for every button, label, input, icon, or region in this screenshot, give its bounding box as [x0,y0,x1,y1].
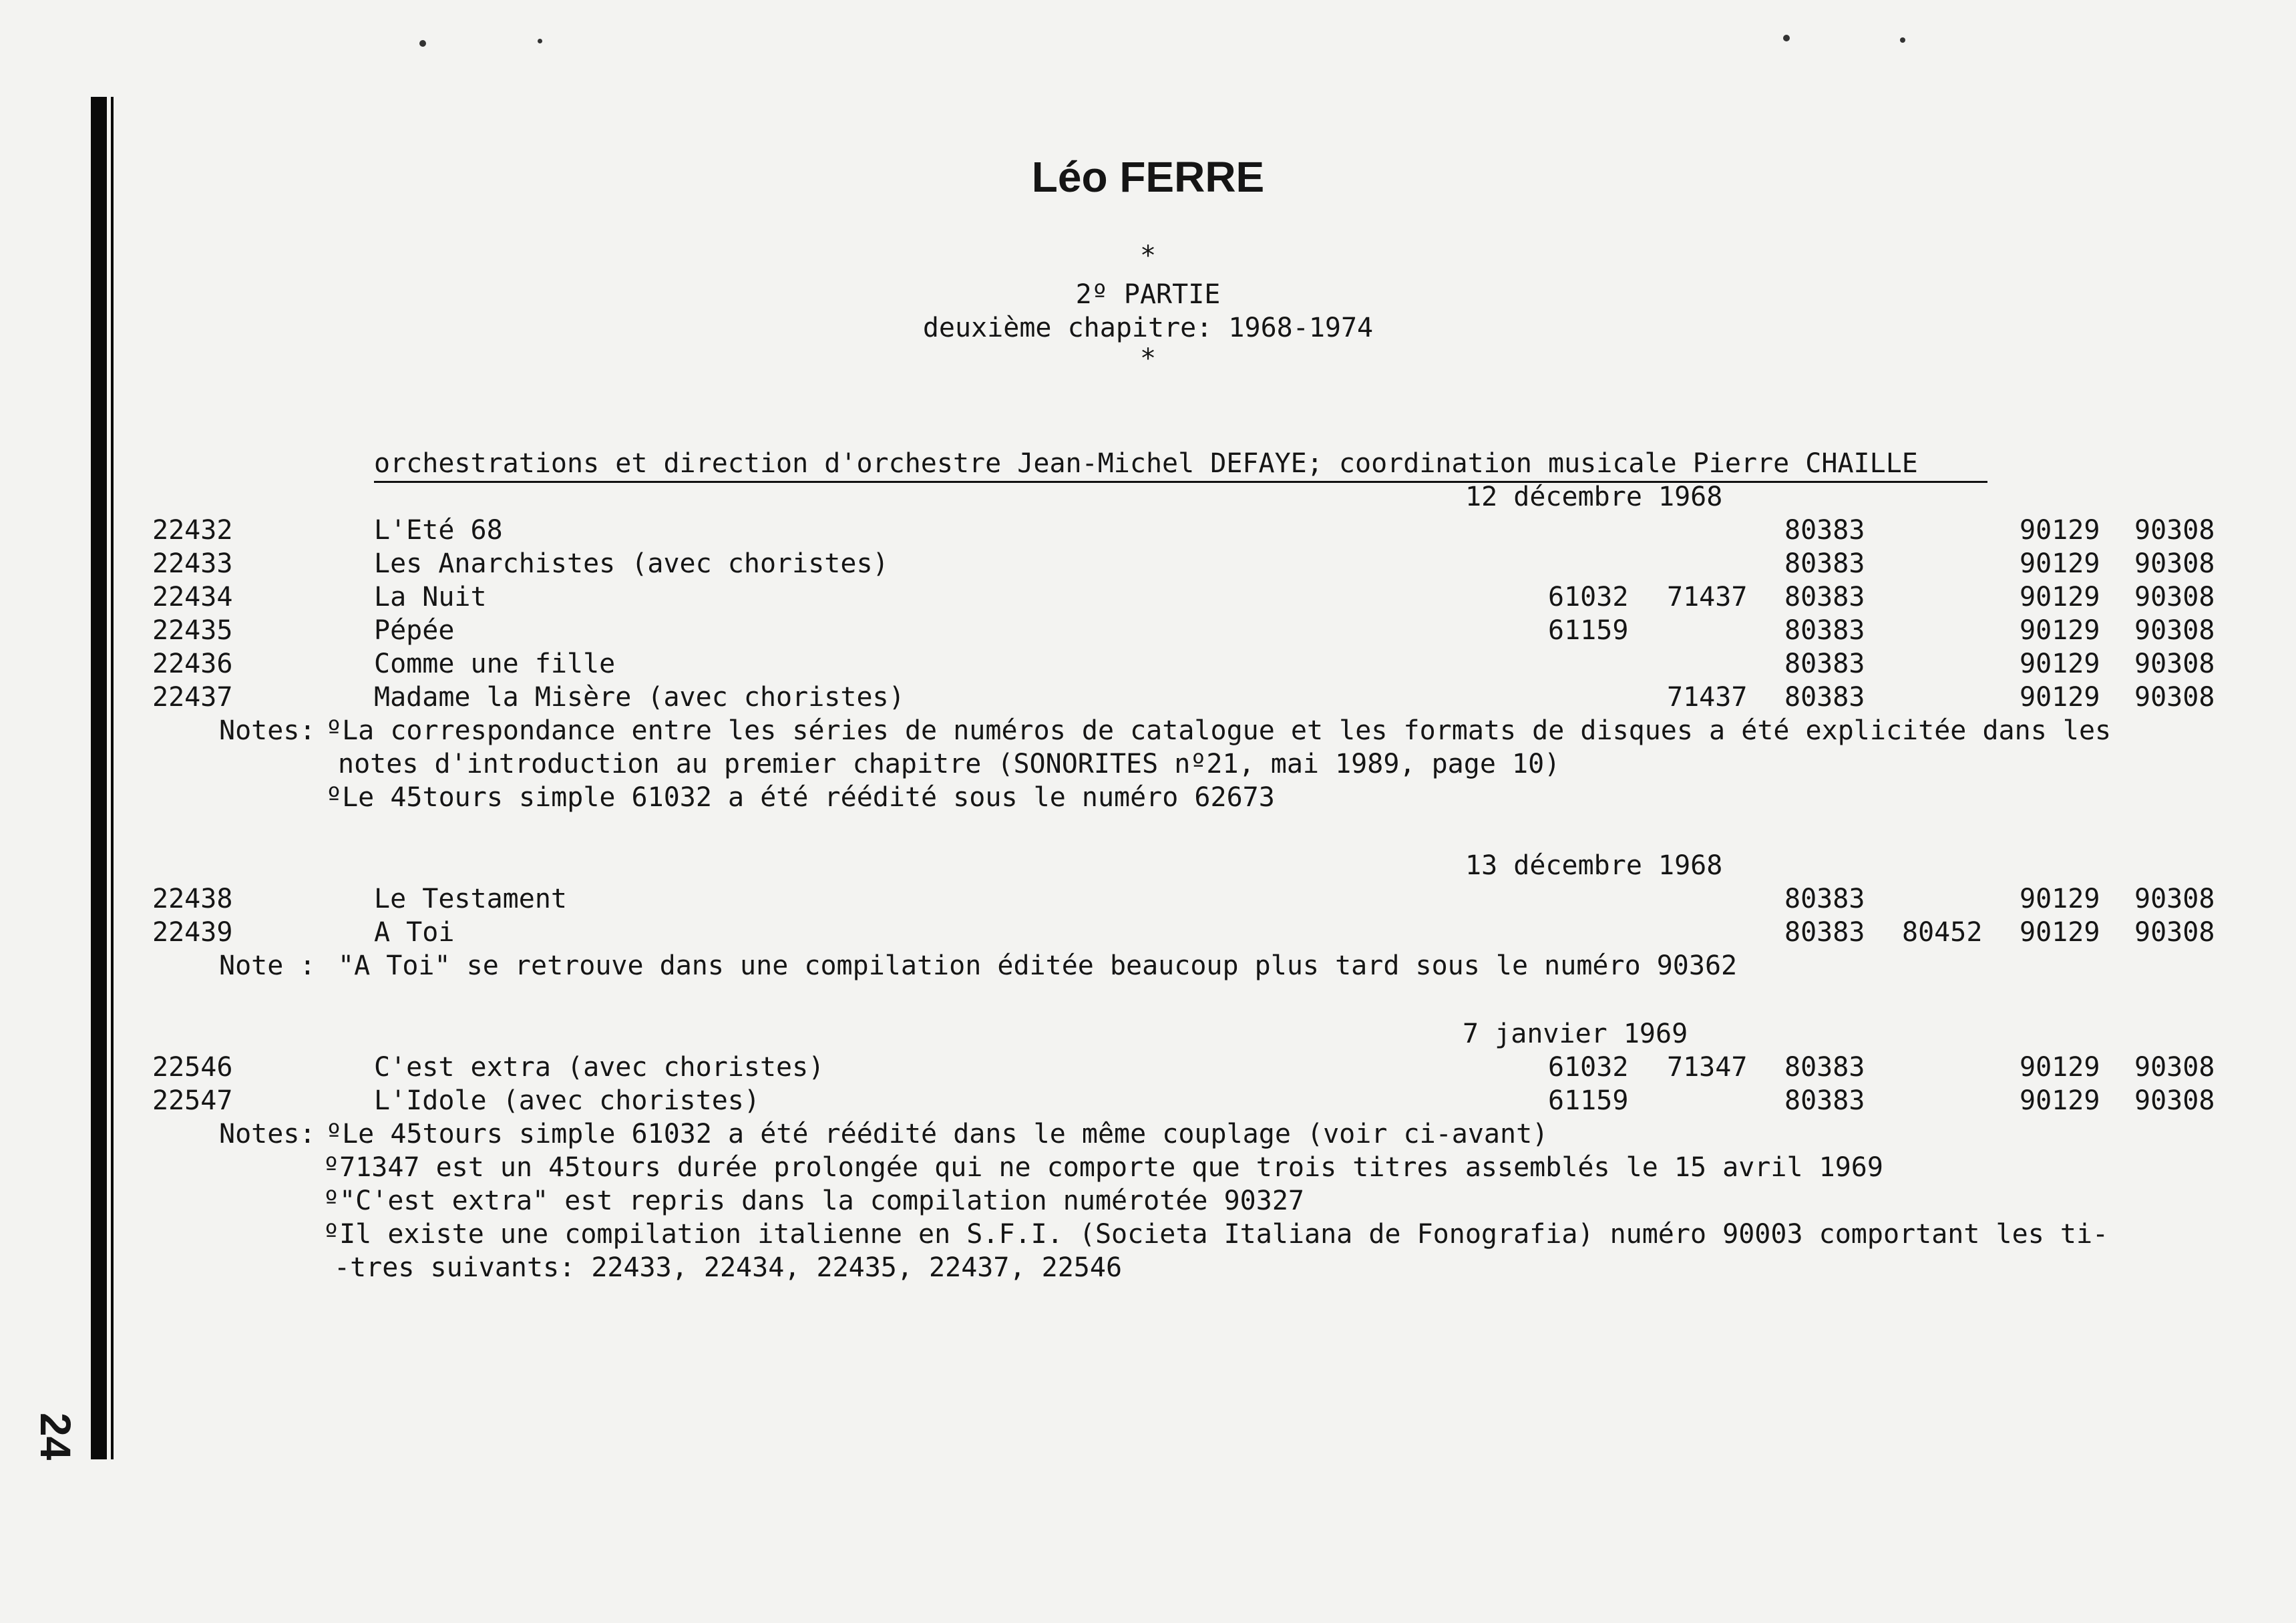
catalog-number: 61032 [1548,582,1629,612]
page-number: 24 [31,1413,79,1461]
speck-mark [1783,35,1790,41]
note-text: ºLa correspondance entre les séries de numéros de catalogue et les formats de disques a été explicitée dans les [326,715,2112,746]
catalog-number: 71347 [1667,1052,1748,1083]
orchestration-header: orchestrations et direction d'orchestre Jean-Michel DEFAYE; coordination musicale Pierre CHAILLE [374,446,1987,483]
catalog-number: 90129 [2020,1052,2100,1083]
note-text: ºLe 45tours simple 61032 a été réédité dans le même couplage (voir ci-avant) [326,1119,1549,1149]
notes-label: Notes: [219,1119,316,1149]
catalog-number: 90308 [2134,649,2215,679]
catalog-number: 90129 [2020,917,2100,948]
star-separator: * [1139,343,1157,374]
matrix-number: 22438 [152,884,233,914]
track-title: A Toi [374,917,455,948]
catalog-number: 80383 [1784,682,1865,713]
session-date: 7 janvier 1969 [1463,1019,1688,1049]
note-text: ºLe 45tours simple 61032 a été réédité sous le numéro 62673 [326,782,1275,813]
catalog-number: 80383 [1784,515,1865,546]
catalog-number: 90129 [2020,615,2100,646]
note-text: ºIl existe une compilation italienne en S.F.I. (Societa Italiana de Fonografia) numéro 90003 comportant les ti- [323,1219,2109,1250]
speck-mark [419,40,426,47]
catalog-number: 61159 [1548,1085,1629,1116]
track-title: Pépée [374,615,455,646]
track-title: L'Idole (avec choristes) [374,1085,760,1116]
catalog-number: 90129 [2020,649,2100,679]
star-separator: * [1139,240,1157,271]
matrix-number: 22437 [152,682,233,713]
catalog-number: 90308 [2134,582,2215,612]
catalog-number: 90308 [2134,548,2215,579]
catalog-number: 90129 [2020,582,2100,612]
session-date: 12 décembre 1968 [1465,482,1723,512]
session-date: 13 décembre 1968 [1465,850,1723,881]
catalog-number: 80383 [1784,917,1865,948]
note-text: notes d'introduction au premier chapitre (SONORITES nº21, mai 1989, page 10) [338,749,1561,779]
catalog-number: 90308 [2134,884,2215,914]
note-text: º71347 est un 45tours durée prolongée qui ne comporte que trois titres assemblés le 15 avril 1969 [323,1152,1883,1183]
catalog-number: 80383 [1784,1052,1865,1083]
track-title: L'Eté 68 [374,515,503,546]
catalog-number: 90308 [2134,1052,2215,1083]
track-title: Les Anarchistes (avec choristes) [374,548,889,579]
part-heading: 2º PARTIE [1075,279,1221,310]
catalog-number: 90129 [2020,884,2100,914]
catalog-number: 90308 [2134,682,2215,713]
matrix-number: 22439 [152,917,233,948]
catalog-number: 80383 [1784,548,1865,579]
catalog-number: 80383 [1784,582,1865,612]
catalog-number: 90308 [2134,515,2215,546]
speck-mark [1900,37,1905,43]
catalog-number: 80383 [1784,884,1865,914]
chapter-heading: deuxième chapitre: 1968-1974 [922,313,1374,343]
note-text: "A Toi" se retrouve dans une compilation éditée beaucoup plus tard sous le numéro 90362 [338,950,1738,981]
track-title: Madame la Misère (avec choristes) [374,682,905,713]
matrix-number: 22546 [152,1052,233,1083]
catalog-number: 61159 [1548,615,1629,646]
catalog-number: 90308 [2134,615,2215,646]
track-title: La Nuit [374,582,487,612]
track-title: Le Testament [374,884,567,914]
notes-label: Note : [219,950,316,981]
catalog-number: 90129 [2020,515,2100,546]
catalog-number: 80383 [1784,649,1865,679]
matrix-number: 22433 [152,548,233,579]
note-text: º"C'est extra" est repris dans la compilation numérotée 90327 [323,1186,1305,1216]
catalog-number: 80383 [1784,1085,1865,1116]
matrix-number: 22435 [152,615,233,646]
matrix-number: 22547 [152,1085,233,1116]
track-title: Comme une fille [374,649,616,679]
track-title: C'est extra (avec choristes) [374,1052,825,1083]
catalog-number: 80383 [1784,615,1865,646]
matrix-number: 22432 [152,515,233,546]
catalog-number: 90129 [2020,682,2100,713]
notes-label: Notes: [219,715,316,746]
note-text: -tres suivants: 22433, 22434, 22435, 22437, 22546 [334,1252,1123,1283]
catalog-number: 90308 [2134,1085,2215,1116]
page-title: Léo FERRE [1031,153,1265,201]
speck-mark [538,39,542,43]
matrix-number: 22436 [152,649,233,679]
catalog-number: 90129 [2020,548,2100,579]
catalog-number: 90129 [2020,1085,2100,1116]
catalog-number: 71437 [1667,682,1748,713]
matrix-number: 22434 [152,582,233,612]
catalog-number: 90308 [2134,917,2215,948]
catalog-number: 80452 [1902,917,1983,948]
catalog-number: 71437 [1667,582,1748,612]
catalog-number: 61032 [1548,1052,1629,1083]
